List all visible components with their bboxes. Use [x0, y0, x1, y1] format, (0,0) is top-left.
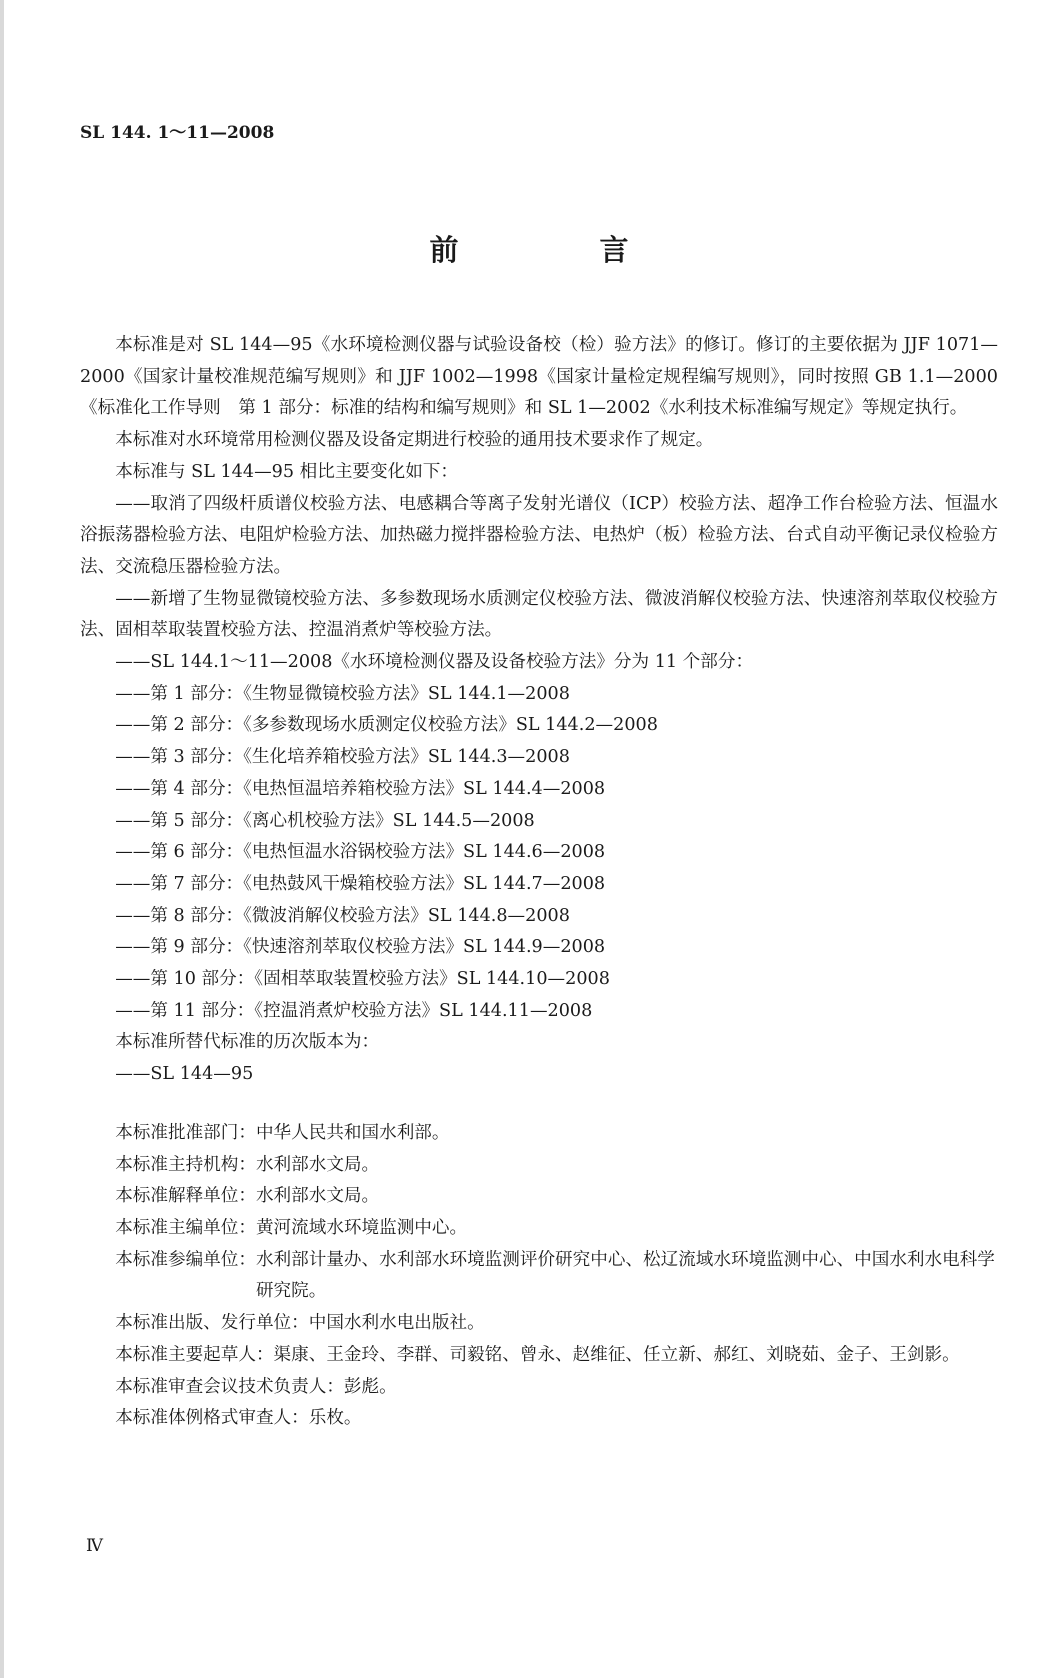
page-number: Ⅳ	[86, 1536, 103, 1556]
paragraph-removed-methods: ——取消了四级杆质谱仪校验方法、电感耦合等离子发射光谱仪（ICP）校验方法、超净工作台检验方法、恒温水浴振荡器检验方法、电阻炉检验方法、加热磁力搅拌器检验方法、电热炉（板）检验方法、台式自动平衡记录仪检验方法、交流稳压器检验方法。	[80, 493, 998, 577]
page-title: 前 言	[429, 233, 685, 267]
list-item-part-5: ——第 5 部分：《离心机校验方法》SL 144.5—2008	[115, 810, 535, 831]
info-row-review-lead	[80, 1372, 998, 1404]
info-row-participants	[80, 1245, 998, 1308]
list-item-part-1: ——第 1 部分：《生物显微镜校验方法》SL 144.1—2008	[115, 683, 570, 704]
info-row-approval	[80, 1118, 998, 1150]
info-row-interpretation	[80, 1181, 998, 1213]
list-item-part-10: ——第 10 部分：《固相萃取装置校验方法》SL 144.10—2008	[115, 969, 610, 990]
info-label: 本标准主持机构：	[115, 1154, 256, 1175]
paragraph-intro: 本标准是对 SL 144—95《水环境检测仪器与试验设备校（检）验方法》的修订。修订的主要依据为 JJF 1071—2000《国家计量校准规范编写规则》和 JJF 1002—1998《国家计量检定规程编写规则》，同时按照 GB 1.1—2000《标准化工作导则 第 1 部分：标准的结构和编写规则》和 SL 1—2002《水利技术标准编写规定》等规定执行。	[80, 335, 998, 419]
paragraph-previous-versions: 本标准所替代标准的历次版本为：	[115, 1032, 380, 1053]
info-label: 本标准批准部门：	[115, 1122, 256, 1143]
paragraph-changes: 本标准与 SL 144—95 相比主要变化如下：	[115, 461, 458, 482]
paragraph-scope: 本标准对水环境常用检测仪器及设备定期进行校验的通用技术要求作了规定。	[115, 430, 714, 451]
info-value: 乐枚。	[308, 1408, 362, 1429]
info-row-chief-editor	[80, 1213, 998, 1245]
list-item-previous-version: ——SL 144—95	[115, 1064, 254, 1085]
info-label: 本标准出版、发行单位：	[115, 1313, 309, 1334]
info-label: 本标准主要起草人：	[115, 1344, 274, 1365]
info-value: 水利部水文局。	[255, 1154, 380, 1175]
info-value: 彭彪。	[343, 1376, 397, 1397]
info-value: 水利部水文局。	[255, 1186, 380, 1207]
list-item-part-8: ——第 8 部分：《微波消解仪校验方法》SL 144.8—2008	[115, 905, 570, 926]
list-item-part-9: ——第 9 部分：《快速溶剂萃取仪校验方法》SL 144.9—2008	[115, 937, 606, 958]
list-item-part-11: ——第 11 部分：《控温消煮炉校验方法》SL 144.11—2008	[115, 1000, 593, 1021]
info-value: 水利部计量办、水利部水环境监测评价研究中心、松辽流域水环境监测中心、中国水利水电科学研究院。	[255, 1249, 995, 1302]
info-label: 本标准解释单位：	[115, 1186, 256, 1207]
info-row-publisher	[80, 1308, 998, 1340]
info-label: 本标准主编单位：	[115, 1217, 256, 1238]
list-item-part-6: ——第 6 部分：《电热恒温水浴锅校验方法》SL 144.6—2008	[115, 842, 606, 863]
info-label: 本标准参编单位：	[115, 1249, 256, 1270]
info-value: 中国水利水电出版社。	[308, 1313, 485, 1334]
info-row-host	[80, 1150, 998, 1182]
paragraph-added-methods: ——新增了生物显微镜校验方法、多参数现场水质测定仪校验方法、微波消解仪校验方法、快速溶剂萃取仪校验方法、固相萃取装置校验方法、控温消煮炉等校验方法。	[80, 588, 998, 641]
list-item-part-7: ——第 7 部分：《电热鼓风干燥箱校验方法》SL 144.7—2008	[115, 873, 606, 894]
list-item-part-3: ——第 3 部分：《生化培养箱校验方法》SL 144.3—2008	[115, 747, 570, 768]
section-spacer	[80, 1091, 998, 1118]
info-label: 本标准审查会议技术负责人：	[115, 1376, 344, 1397]
list-item-part-4: ——第 4 部分：《电热恒温培养箱校验方法》SL 144.4—2008	[115, 778, 606, 799]
paragraph-parts-overview: ——SL 144.1～11—2008《水环境检测仪器及设备校验方法》分为 11 个部分：	[115, 652, 754, 673]
info-label: 本标准体例格式审查人：	[115, 1408, 309, 1429]
info-value: 渠康、王金玲、李群、司毅铭、曾永、赵维征、任立新、郝红、刘晓茹、金子、王剑影。	[273, 1344, 960, 1365]
standard-code-header: SL 144. 1～11—2008	[80, 123, 275, 143]
list-item-part-2: ——第 2 部分：《多参数现场水质测定仪校验方法》SL 144.2—2008	[115, 715, 658, 736]
preface-body	[80, 330, 998, 1435]
info-value: 黄河流域水环境监测中心。	[255, 1217, 468, 1238]
info-value: 中华人民共和国水利部。	[255, 1122, 450, 1143]
info-row-format-reviewer	[80, 1403, 998, 1435]
info-row-drafters	[80, 1340, 998, 1372]
